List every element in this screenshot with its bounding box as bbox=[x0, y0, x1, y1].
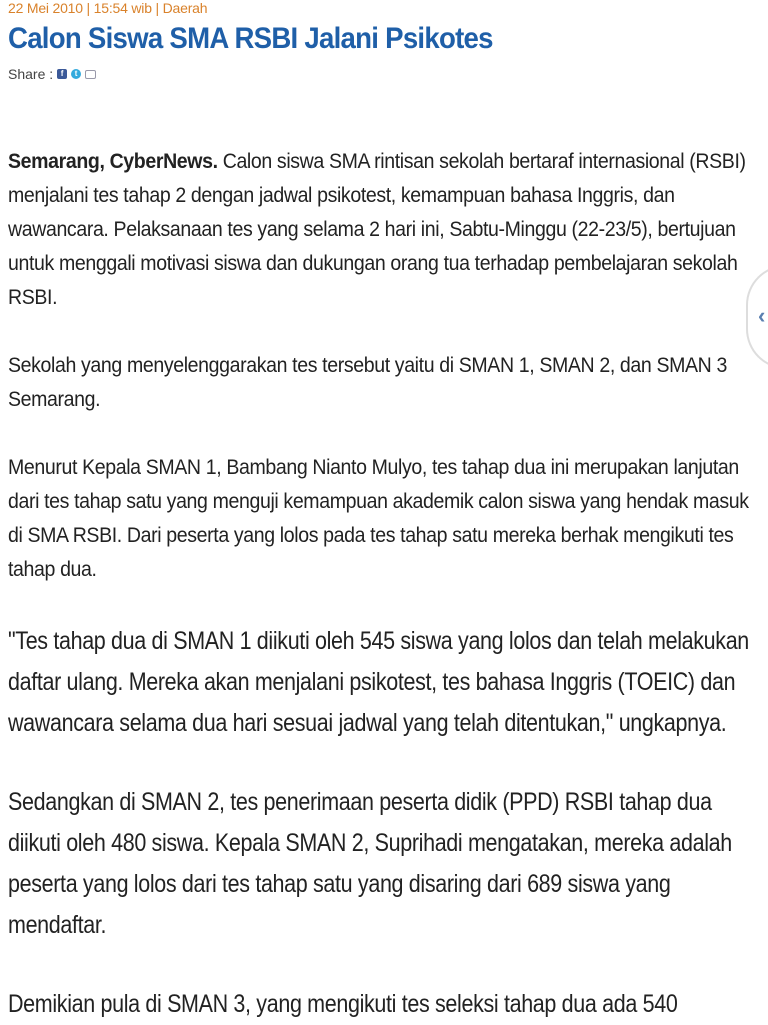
article-paragraph-6: Demikian pula di SMAN 3, yang mengikuti tes seleksi tahap dua ada 540 bbox=[8, 990, 678, 1018]
article-paragraph-1-text: Calon siswa SMA rintisan sekolah bertaraf internasional (RSBI) menjalani tes tahap 2 dengan jadwal psikotest, kemampuan bahasa Inggris, dan wawancara. Pelaksanaan tes yang selama 2 hari ini, Sabtu-Minggu (22-23/5), bertujuan untuk menggali motivasi siswa dan dukungan orang tua terhadap pembelajaran sekolah RSBI. bbox=[8, 150, 746, 309]
article-meta: 22 Mei 2010 | 15:54 wib | Daerah bbox=[8, 0, 208, 16]
article-paragraph-4: "Tes tahap dua di SMAN 1 diikuti oleh 545 siswa yang lolos dan telah melakukan daftar ulang. Mereka akan menjalani psikotest, tes bahasa Inggris (TOEIC) dan wawancara selama dua hari sesuai jadwal yang telah ditentukan," ungkapnya. bbox=[8, 627, 749, 737]
article-lead: Semarang, CyberNews. bbox=[8, 150, 218, 173]
facebook-icon[interactable]: f bbox=[57, 69, 67, 79]
twitter-icon[interactable]: t bbox=[71, 69, 81, 79]
share-label: Share : bbox=[8, 66, 54, 82]
chevron-left-icon[interactable]: ‹ bbox=[758, 303, 766, 328]
mail-icon[interactable] bbox=[85, 70, 96, 79]
share-bar bbox=[8, 66, 96, 82]
article-paragraph-2: Sekolah yang menyelenggarakan tes tersebut yaitu di SMAN 1, SMAN 2, dan SMAN 3 Semarang. bbox=[8, 354, 727, 411]
article-paragraph-1 bbox=[8, 145, 768, 315]
article-paragraph-3: Menurut Kepala SMAN 1, Bambang Nianto Mulyo, tes tahap dua ini merupakan lanjutan dari tes tahap satu yang menguji kemampuan akademik calon siswa yang hendak masuk di SMA RSBI. Dari peserta yang lolos pada tes tahap satu mereka berhak mengikuti tes tahap dua. bbox=[8, 456, 749, 581]
article-title: Calon Siswa SMA RSBI Jalani Psikotes bbox=[8, 22, 493, 55]
article-body bbox=[8, 145, 768, 1025]
article-paragraph-5: Sedangkan di SMAN 2, tes penerimaan peserta didik (PPD) RSBI tahap dua diikuti oleh 480 siswa. Kepala SMAN 2, Suprihadi mengatakan, mereka adalah peserta yang lolos dari tes tahap satu yang disaring dari 689 siswa yang mendaftar. bbox=[8, 788, 732, 939]
